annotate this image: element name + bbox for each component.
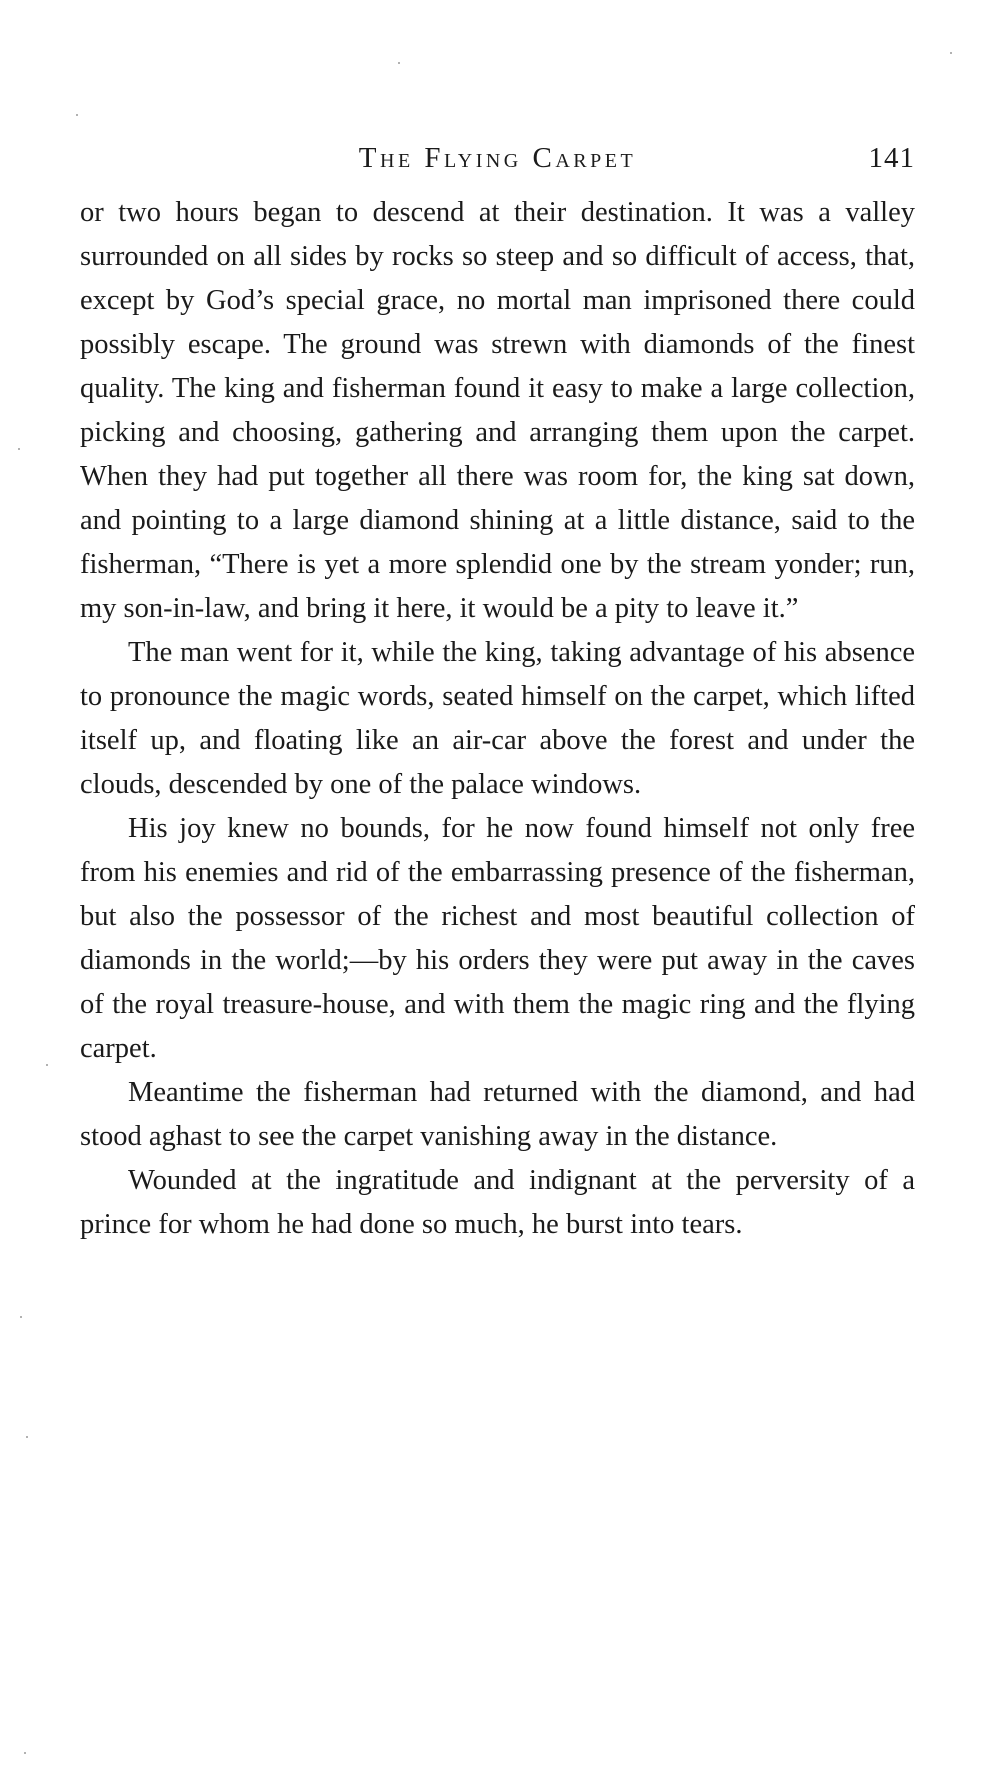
paragraph-1: or two hours began to descend at their destination. It was a valley surrounded on all sides by rocks so steep and so difficult of access, that, except by God’s special grace, no mortal man imprisoned there could possibly escape. The ground was strewn with diamonds of the finest quality. The king and fisherman found it easy to make a large collection, picking and choosing, gathering and arranging them upon the carpet. When they had put together all there was room for, the king sat down, and pointing to a large diamond shining at a little distance, said to the fisherman, “There is yet a more splendid one by the stream yonder; run, my son-in-law, and bring it here, it would be a pity to leave it.”	[80, 197, 915, 624]
paper-speck	[46, 1064, 48, 1066]
body-text	[80, 191, 915, 1247]
paper-speck	[950, 52, 952, 54]
paragraph-3: His joy knew no bounds, for he now found himself not only free from his enemies and rid of the embarrassing presence of the fisherman, but also the possessor of the richest and most beautiful collection of diamonds in the world;—by his orders they were put away in the caves of the royal treasure-house, and with them the magic ring and the flying carpet.	[80, 813, 915, 1064]
running-head	[80, 136, 915, 180]
page-number: 141	[868, 142, 915, 174]
paper-speck	[398, 62, 400, 64]
paragraph-4: Meantime the fisherman had returned with the diamond, and had stood aghast to see the carpet vanishing away in the distance.	[80, 1077, 915, 1152]
paper-speck	[20, 1316, 22, 1318]
paragraph-5: Wounded at the ingratitude and indignant at the perversity of a prince for whom he had done so much, he burst into tears.	[80, 1165, 915, 1240]
paper-speck	[76, 114, 78, 116]
running-title: The Flying Carpet	[358, 142, 637, 174]
paper-speck	[18, 448, 20, 450]
paragraph-2: The man went for it, while the king, taking advantage of his absence to pronounce the magic words, seated himself on the carpet, which lifted itself up, and floating like an air-car above the forest and under the clouds, descended by one of the palace windows.	[80, 637, 915, 800]
paper-speck	[26, 1436, 28, 1438]
paper-speck	[24, 1752, 26, 1754]
